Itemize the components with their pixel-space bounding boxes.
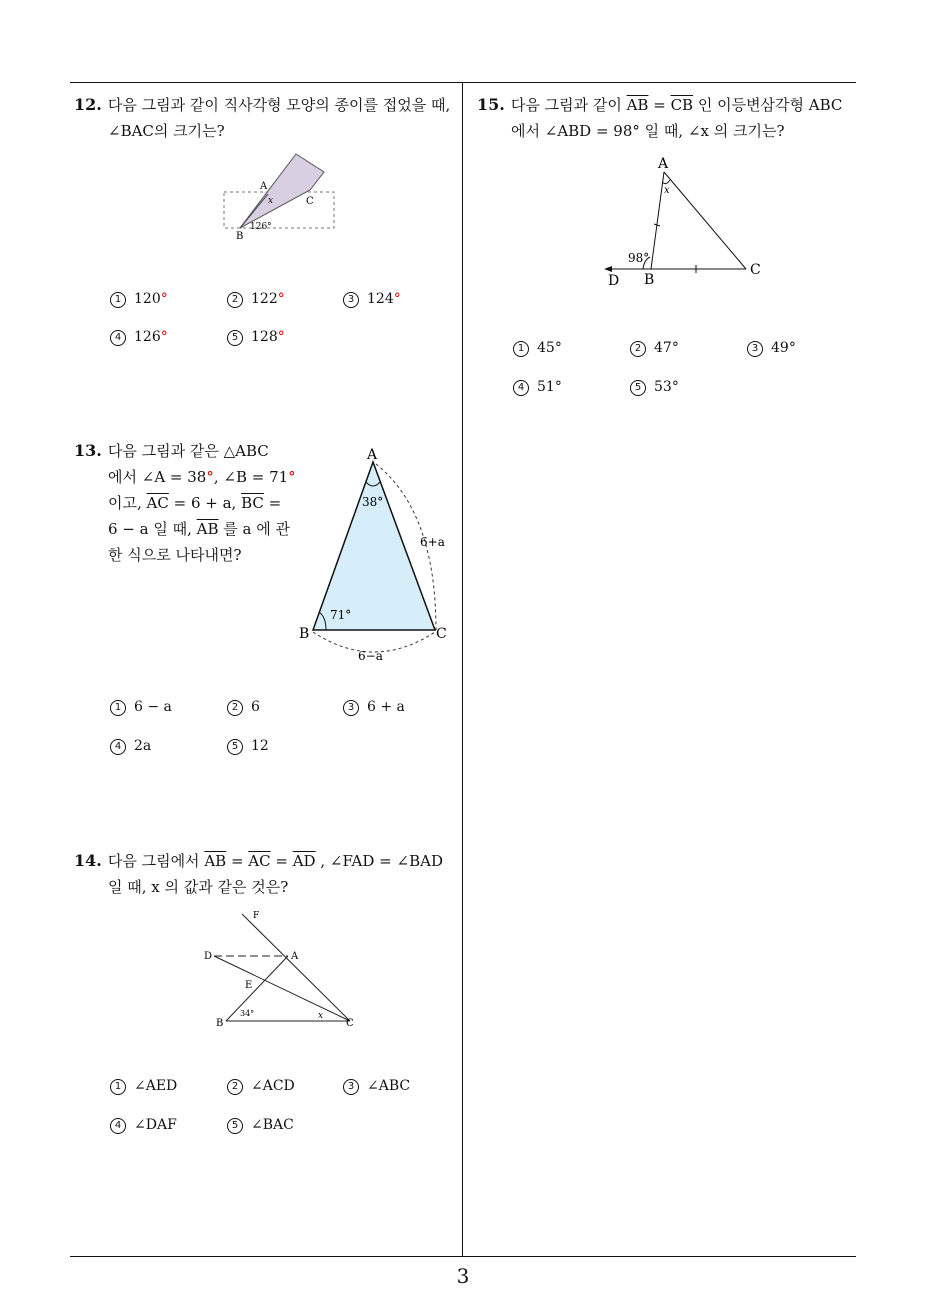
choice-value: 122 bbox=[251, 291, 278, 307]
choice-3[interactable] bbox=[343, 1078, 410, 1095]
label-angle-b: 71° bbox=[330, 608, 352, 622]
question-text: , ∠B = 71 bbox=[213, 468, 289, 486]
page-number: 3 bbox=[456, 1264, 470, 1288]
choice-number: 1 bbox=[110, 700, 126, 716]
side-ab bbox=[651, 172, 664, 269]
question-13-text bbox=[74, 438, 294, 568]
question-text: 6 − a 일 때, bbox=[108, 520, 197, 538]
choice-number: 4 bbox=[110, 739, 126, 755]
label-x: x bbox=[268, 196, 274, 206]
choice-number: 2 bbox=[227, 1079, 243, 1095]
question-text: 인 이등변삼각형 ABC bbox=[693, 96, 843, 114]
line-fc bbox=[242, 914, 350, 1021]
label-A: A bbox=[658, 156, 669, 172]
question-line: 에서 ∠ABD = 98° 일 때, ∠x 의 크기는? bbox=[511, 122, 785, 140]
line-dc bbox=[214, 956, 350, 1021]
label-B: B bbox=[216, 1018, 224, 1029]
label-A: A bbox=[291, 951, 299, 962]
choice-number: 4 bbox=[513, 380, 529, 396]
choice-value: 120 bbox=[134, 291, 161, 307]
choice-number: 4 bbox=[110, 330, 126, 346]
segment-label: $\overline{AB}$ bbox=[196, 520, 219, 538]
choice-value: 6 bbox=[251, 699, 260, 715]
choice-3[interactable] bbox=[343, 699, 405, 716]
question-15 bbox=[477, 92, 857, 144]
label-C: C bbox=[436, 626, 447, 642]
segment-label: $\overline{CB}$ bbox=[670, 96, 694, 114]
choice-number: 2 bbox=[630, 341, 646, 357]
question-text: 이고, bbox=[108, 494, 147, 512]
q13-figure bbox=[296, 442, 456, 668]
label-x: x bbox=[664, 185, 670, 196]
label-x: x bbox=[318, 1011, 324, 1021]
choice-4[interactable] bbox=[513, 379, 562, 396]
choice-number: 4 bbox=[110, 1118, 126, 1134]
label-angle: 126° bbox=[250, 222, 272, 232]
q12-figure bbox=[220, 150, 340, 242]
choice-value: 12 bbox=[251, 738, 269, 754]
question-text: , ∠FAD = ∠BAD bbox=[315, 852, 443, 870]
choice-value: 6 − a bbox=[134, 699, 172, 715]
choice-number: 5 bbox=[227, 739, 243, 755]
choice-1[interactable] bbox=[110, 1078, 177, 1095]
choice-1[interactable] bbox=[110, 699, 172, 716]
choice-3[interactable] bbox=[343, 291, 401, 308]
question-15-text bbox=[477, 92, 857, 144]
question-text: = bbox=[270, 852, 293, 870]
question-line: 다음 그림과 같은 △ABC bbox=[107, 442, 269, 460]
choice-number: 2 bbox=[227, 700, 243, 716]
degree-mark: ° bbox=[160, 329, 168, 345]
question-text: = bbox=[226, 852, 249, 870]
label-angle: 98° bbox=[628, 251, 650, 265]
label-F: F bbox=[253, 911, 260, 921]
question-14-text bbox=[74, 848, 458, 900]
label-C: C bbox=[346, 1018, 354, 1029]
choice-number: 5 bbox=[630, 380, 646, 396]
choice-number: 1 bbox=[110, 292, 126, 308]
segment-label: $\overline{AD}$ bbox=[292, 852, 316, 870]
segment-label: $\overline{AC}$ bbox=[248, 852, 271, 870]
question-12 bbox=[74, 92, 458, 144]
question-13 bbox=[74, 438, 294, 568]
label-angle: 34° bbox=[240, 1009, 255, 1018]
side-ac bbox=[664, 172, 746, 269]
arrow-d bbox=[604, 266, 612, 272]
segment-label: $\overline{AC}$ bbox=[146, 494, 169, 512]
choice-number: 1 bbox=[110, 1079, 126, 1095]
label-E: E bbox=[245, 980, 253, 991]
choice-2[interactable] bbox=[630, 340, 679, 357]
q15-figure bbox=[596, 152, 768, 292]
question-line: 다음 그림과 같이 직사각형 모양의 종이를 접었을 때, bbox=[107, 96, 451, 114]
triangle-abc bbox=[313, 462, 435, 630]
question-text: 를 a 에 관 bbox=[218, 520, 291, 538]
question-number: 14. bbox=[74, 851, 102, 870]
question-12-text bbox=[74, 92, 458, 144]
choice-5[interactable] bbox=[227, 329, 285, 346]
question-text: = bbox=[648, 96, 671, 114]
label-C: C bbox=[750, 262, 761, 278]
degree-mark: ° bbox=[160, 291, 168, 307]
question-number: 12. bbox=[74, 95, 102, 114]
choice-2[interactable] bbox=[227, 1078, 295, 1095]
choice-4[interactable] bbox=[110, 738, 151, 755]
choice-value: 51° bbox=[537, 379, 562, 395]
question-number: 15. bbox=[477, 95, 505, 114]
choice-value: 126 bbox=[134, 329, 161, 345]
degree-mark: ° bbox=[277, 329, 285, 345]
choice-value: 128 bbox=[251, 329, 278, 345]
choice-2[interactable] bbox=[227, 699, 260, 716]
label-D: D bbox=[204, 951, 213, 962]
question-text: 에서 ∠A = 38 bbox=[108, 468, 207, 486]
choice-number: 3 bbox=[343, 292, 359, 308]
choice-value: ∠ABC bbox=[367, 1078, 411, 1094]
choice-5[interactable] bbox=[227, 738, 269, 755]
question-text: = 6 + a, bbox=[168, 494, 242, 512]
choice-4[interactable] bbox=[110, 329, 168, 346]
choice-5[interactable] bbox=[227, 1117, 294, 1134]
choice-number: 3 bbox=[343, 700, 359, 716]
bottom-rule bbox=[70, 1256, 856, 1257]
column-divider bbox=[462, 82, 463, 1257]
choice-value: 2a bbox=[134, 738, 152, 754]
choice-value: 53° bbox=[654, 379, 679, 395]
choice-number: 1 bbox=[513, 341, 529, 357]
question-text: 다음 그림과 같이 bbox=[510, 96, 627, 114]
choice-3[interactable] bbox=[747, 340, 796, 357]
choice-1[interactable] bbox=[110, 291, 168, 308]
q14-figure bbox=[200, 906, 360, 1030]
choice-value: 49° bbox=[771, 340, 796, 356]
segment-label: $\overline{AB}$ bbox=[204, 852, 227, 870]
choice-4[interactable] bbox=[110, 1117, 177, 1134]
choice-value: ∠DAF bbox=[134, 1117, 177, 1133]
label-D: D bbox=[608, 273, 620, 289]
label-side-ac: 6+a bbox=[420, 535, 445, 549]
label-B: B bbox=[236, 231, 244, 242]
degree-mark: ° bbox=[288, 468, 296, 486]
choice-value: 47° bbox=[654, 340, 679, 356]
choice-value: 6 + a bbox=[367, 699, 405, 715]
segment-label: $\overline{BC}$ bbox=[241, 494, 264, 512]
question-text: 다음 그림에서 bbox=[107, 852, 205, 870]
label-A: A bbox=[260, 181, 268, 192]
choice-value: ∠BAC bbox=[251, 1117, 294, 1133]
question-number: 13. bbox=[74, 441, 102, 460]
label-angle-a: 38° bbox=[362, 495, 384, 509]
choice-1[interactable] bbox=[513, 340, 562, 357]
choice-value: ∠AED bbox=[134, 1078, 178, 1094]
degree-mark: ° bbox=[277, 291, 285, 307]
question-text: = bbox=[263, 494, 282, 512]
degree-mark: ° bbox=[206, 468, 214, 486]
choice-value: 45° bbox=[537, 340, 562, 356]
choice-2[interactable] bbox=[227, 291, 285, 308]
label-B: B bbox=[299, 626, 310, 642]
question-line: 한 식으로 나타내면? bbox=[108, 546, 242, 564]
label-B: B bbox=[644, 272, 655, 288]
label-A: A bbox=[367, 447, 378, 463]
choice-number: 3 bbox=[747, 341, 763, 357]
question-14 bbox=[74, 848, 458, 900]
folded-flap bbox=[240, 154, 324, 228]
choice-number: 5 bbox=[227, 1118, 243, 1134]
label-C: C bbox=[306, 196, 314, 207]
choice-value: 124 bbox=[367, 291, 394, 307]
question-line: ∠BAC의 크기는? bbox=[108, 122, 225, 140]
question-line: 일 때, x 의 값과 같은 것은? bbox=[108, 878, 289, 896]
top-rule bbox=[70, 82, 856, 83]
segment-label: $\overline{AB}$ bbox=[626, 96, 649, 114]
degree-mark: ° bbox=[393, 291, 401, 307]
choice-number: 3 bbox=[343, 1079, 359, 1095]
choice-number: 2 bbox=[227, 292, 243, 308]
choice-5[interactable] bbox=[630, 379, 679, 396]
choice-number: 5 bbox=[227, 330, 243, 346]
label-side-bc: 6−a bbox=[358, 649, 383, 663]
choice-value: ∠ACD bbox=[251, 1078, 295, 1094]
